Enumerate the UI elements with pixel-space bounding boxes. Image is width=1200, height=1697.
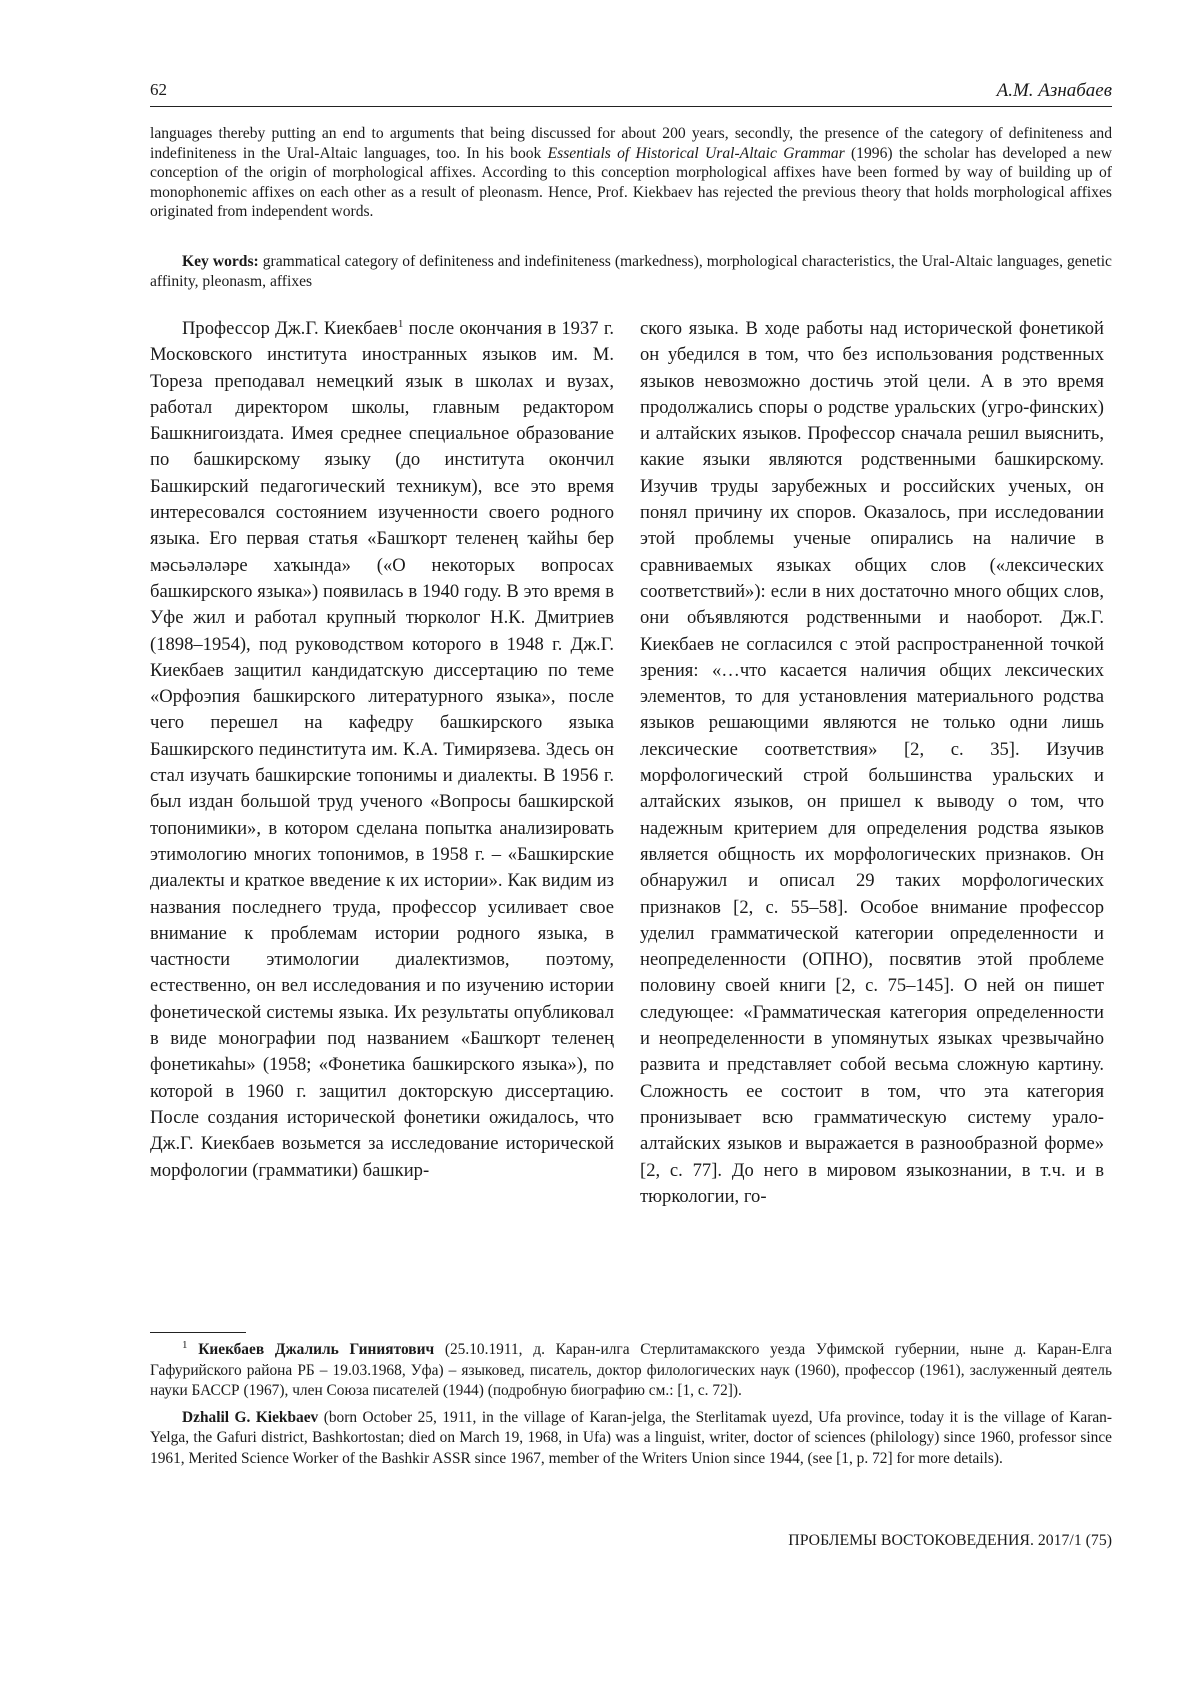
footnote-2-name: Dzhalil G. Kiekbaev: [182, 1408, 319, 1426]
page-number: 62: [150, 80, 167, 99]
footnote-2-text: (born October 25, 1911, in the village of Karan-jelga, the Sterlitamak uyezd, Ufa province, today it is the village of Karan-Yelga, the Gafuri district, Bashkortostan; died on March 19, 1968, in Ufa) was a linguist, writer, doctor of sciences (philology) since 1960, professor since 1961, Merited Science Worker of the Bashkir ASSR since 1967, member of the Writers Union since 1944, (see [1, p. 72] for more details).: [150, 1408, 1112, 1467]
body-column-right: [640, 316, 1104, 1210]
body-right-text: ского языка. В ходе работы над исторической фонетикой он убедился в том, что без использования родственных языков невозможно достичь этой цели. А в это время продолжались споры о родстве уральских (угро-финских) и алтайских языков. Профессор сначала решил выяснить, какие языки являются родственными башкирскому. Изучив труды зарубежных и российских ученых, он понял причину их споров. Оказалось, при исследовании этой проблемы ученые опирались на наличие в сравниваемых языках общих слов («лексических соответствий»): если в них достаточно много общих слов, они объявляются родственными и наоборот. Дж.Г. Киекбаев не согласился с этой распространенной точкой зрения: «…что касается наличия общих лексических элементов, то для установления материального родства языков решающими являются не только одни лишь лексические соответствия» [2, с. 35]. Изучив морфологический строй большинства уральских и алтайских языков, он пришел к выводу о том, что надежным критерием для определения родства языков является общность их морфологических признаков. Он обнаружил и описал 29 таких морфологических признаков [2, с. 55–58]. Особое внимание профессор уделил грамматической категории определенности и неопределенности (ОПНО), посвятив этой проблеме половину своей книги [2, с. 75–145]. О ней он пишет следующее: «Грамматическая категория определенности и неопределенности в упомянутых языках чрезвычайно развита и представляет собой весьма сложную картину. Сложность ее состоит в том, что эта категория пронизывает всю грамматическую систему урало-алтайских языков и выражается в разнообразной форме» [2, с. 77]. До него в мировом языкознании, в т.ч. и в тюркологии, го-: [640, 318, 1104, 1207]
footnote-divider: [150, 1332, 246, 1333]
footnote-mark: 1: [182, 1338, 188, 1351]
english-abstract: [150, 124, 1112, 222]
keywords-text: grammatical category of definiteness and indefiniteness (markedness), morphological characteristics, the Ural-Altaic languages, genetic affinity, pleonasm, affixes: [150, 253, 1112, 290]
running-author: А.М. Азнабаев: [996, 80, 1112, 101]
footnote-1-name: Киекбаев Джалиль Гиниятович: [198, 1341, 435, 1358]
book-title: Essentials of Historical Ural-Altaic Grammar: [547, 144, 845, 162]
footnote-1-en: [150, 1408, 1112, 1470]
running-header: [150, 80, 1112, 107]
footnote-1-text: (25.10.1911, д. Каран-илга Стерлитамакского уезда Уфимской губернии, ныне д. Каран-Елга Гафурийского района РБ – 19.03.1968, Уфа) – языковед, писатель, доктор филологических наук (1960), профессор (1961), заслуженный деятель науки БАССР (1967), член Союза писателей (1944) (подробную биографию см.: [1, с. 72]).: [150, 1341, 1112, 1400]
footnotes: [150, 1340, 1112, 1476]
abstract-text-part1: languages thereby putting an end to arguments that being discussed for about 200 years, secondly, the presence of the category of definiteness and indefiniteness in the Ural-Altaic languages, too. In his book: [150, 125, 1112, 162]
keywords-label: Key words:: [182, 253, 259, 270]
journal-footer: ПРОБЛЕМЫ ВОСТОКОВЕДЕНИЯ. 2017/1 (75): [788, 1532, 1112, 1549]
body-left-text: после окончания в 1937 г. Московского института иностранных языков им. М. Тореза преподавал немецкий язык в школах и вузах, работал директором школы, главным редактором Башкнигоиздата. Имея среднее специальное образование по башкирскому языку (до института окончил Башкирский педагогический техникум), все это время интересовался состоянием изученности своего родного языка. Его первая статья «Башҡорт теленең ҡайһы бер мәсьәләләре хаҡында» («О некоторых вопросах башкирского языка») появилась в 1940 году. В это время в Уфе жил и работал крупный тюрколог Н.К. Дмитриев (1898–1954), под руководством которого в 1948 г. Дж.Г. Киекбаев защитил кандидатскую диссертацию по теме «Орфоэпия башкирского литературного языка», после чего перешел на кафедру башкирского языка Башкирского пединститута им. К.А. Тимирязева. Здесь он стал изучать башкирские топонимы и диалекты. В 1956 г. был издан большой труд ученого «Вопросы башкирской топонимики», в котором сделана попытка анализировать этимологию многих топонимов, в 1958 г. – «Башкирские диалекты и краткое введение к их истории». Как видим из названия последнего труда, профессор усиливает свое внимание к проблемам истории родного языка, в частности этимологии диалектизмов, поэтому, естественно, он вел исследования и по изучению истории фонетической системы языка. Их результаты опубликовал в виде монографии под названием «Башҡорт теленең фонетикаһы» (1958; «Фонетика башкирского языка»), по которой в 1960 г. защитил докторскую диссертацию. После создания исторической фонетики ожидалось, что Дж.Г. Киекбаев возьмется за исследование исторической морфологии (грамматики) башкир-: [150, 318, 614, 1181]
footnote-1-ru: [150, 1340, 1112, 1402]
body-lead: Профессор Дж.Г. Киекбаев: [182, 318, 398, 339]
keywords-block: [150, 252, 1112, 291]
footnote-reference[interactable]: 1: [397, 317, 404, 330]
body-column-left: [150, 316, 614, 1184]
abstract-text-part2: (1996) the scholar has developed a new conception of the origin of morphological affixes. According to this conception morphological affixes have been formed by way of building up of monophonemic affixes on each other as a result of pleonasm. Hence, Prof. Kiekbaev has rejected the previous theory that holds morphological affixes originated from independent words.: [150, 144, 1112, 220]
